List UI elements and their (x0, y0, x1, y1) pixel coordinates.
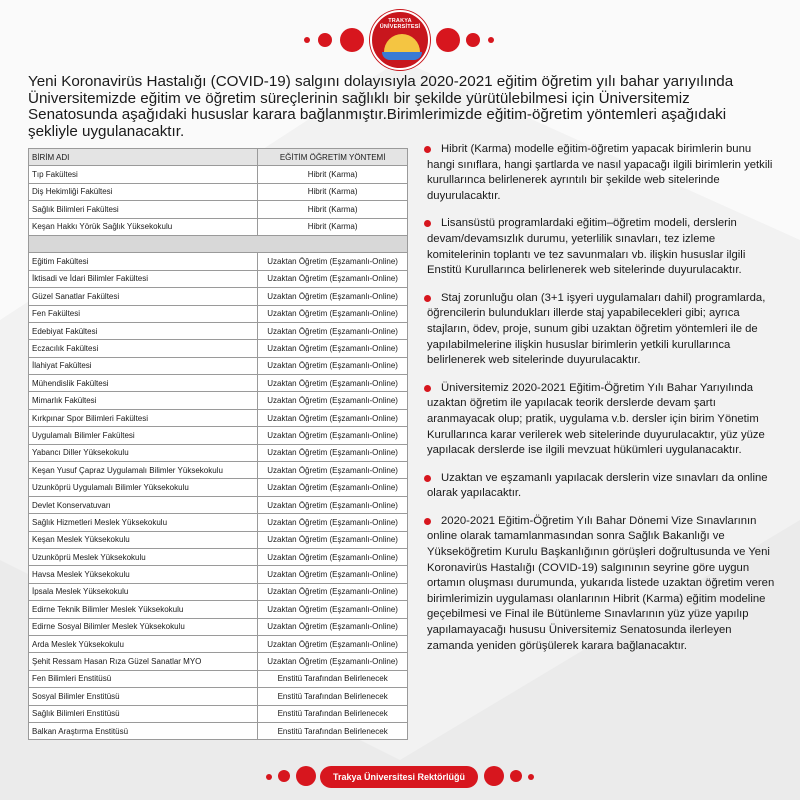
university-logo (370, 10, 430, 70)
decision-item (427, 514, 779, 654)
table-row (29, 427, 408, 444)
header-dot (466, 33, 480, 47)
decision-text: Uzaktan ve eşzamanlı yapılacak derslerin vize sınavları da online olarak yapılacaktır. (427, 471, 768, 500)
table-group-hybrid (29, 166, 408, 236)
decision-item (427, 381, 779, 459)
unit-name-cell: Edirne Sosyal Bilimler Meslek Yüksekokulu (29, 618, 258, 635)
decision-list (427, 142, 779, 666)
decision-item (427, 216, 779, 278)
table-row (29, 722, 408, 739)
unit-name-cell: İktisadi ve İdari Bilimler Fakültesi (29, 270, 258, 287)
unit-name-cell: Mühendislik Fakültesi (29, 375, 258, 392)
method-cell: Uzaktan Öğretim (Eşzamanlı-Online) (258, 618, 408, 635)
unit-name-cell: Havsa Meslek Yüksekokulu (29, 566, 258, 583)
table-row (29, 218, 408, 235)
table-row (29, 479, 408, 496)
table-row (29, 514, 408, 531)
unit-name-cell: Uygulamalı Bilimler Fakültesi (29, 427, 258, 444)
bullet-dot-icon (424, 518, 431, 525)
table-row (29, 305, 408, 322)
method-cell: Uzaktan Öğretim (Eşzamanlı-Online) (258, 253, 408, 270)
unit-name-cell: Eğitim Fakültesi (29, 253, 258, 270)
bullet-dot-icon (424, 295, 431, 302)
footer-label: Trakya Üniversitesi Rektörlüğü (320, 766, 478, 788)
method-cell: Uzaktan Öğretim (Eşzamanlı-Online) (258, 531, 408, 548)
method-cell: Enstitü Tarafından Belirlenecek (258, 722, 408, 739)
unit-name-cell: İpsala Meslek Yüksekokulu (29, 583, 258, 600)
method-cell: Uzaktan Öğretim (Eşzamanlı-Online) (258, 653, 408, 670)
method-cell: Uzaktan Öğretim (Eşzamanlı-Online) (258, 375, 408, 392)
decision-text: Hibrit (Karma) modelle eğitim-öğretim yapacak birimlerin bunu hangi sınıflara, hangi şartlarda ve nasıl yapacağı ilgili birimlerin yetkili kurullarınca belirlenerek ayrıntılı bir şekilde web sitelerinde duyurulacaktır. (427, 143, 773, 202)
header-dot (318, 33, 332, 47)
table-row (29, 444, 408, 461)
table-row (29, 288, 408, 305)
footer-dot (510, 770, 522, 782)
unit-name-cell: Devlet Konservatuvarı (29, 496, 258, 513)
footer-dot (484, 766, 504, 786)
unit-name-cell: Tıp Fakültesi (29, 166, 258, 183)
method-cell: Uzaktan Öğretim (Eşzamanlı-Online) (258, 288, 408, 305)
table-row (29, 270, 408, 287)
unit-name-cell: Arda Meslek Yüksekokulu (29, 635, 258, 652)
method-cell: Uzaktan Öğretim (Eşzamanlı-Online) (258, 444, 408, 461)
method-cell: Hibrit (Karma) (258, 166, 408, 183)
decision-item (427, 471, 779, 502)
table-row (29, 166, 408, 183)
table-row (29, 409, 408, 426)
method-cell: Uzaktan Öğretim (Eşzamanlı-Online) (258, 635, 408, 652)
column-header-method: EĞİTİM ÖĞRETİM YÖNTEMİ (258, 149, 408, 166)
logo-text: TRAKYA ÜNİVERSİTESİ (379, 18, 421, 30)
bullet-dot-icon (424, 475, 431, 482)
method-cell: Uzaktan Öğretim (Eşzamanlı-Online) (258, 566, 408, 583)
table-row (29, 375, 408, 392)
unit-name-cell: Fen Fakültesi (29, 305, 258, 322)
unit-name-cell: Sağlık Hizmetleri Meslek Yüksekokulu (29, 514, 258, 531)
unit-name-cell: Sağlık Bilimleri Fakültesi (29, 201, 258, 218)
unit-name-cell: Keşan Hakkı Yörük Sağlık Yüksekokulu (29, 218, 258, 235)
decision-text: Staj zorunluğu olan (3+1 işyeri uygulamaları dahil) programlarda, öğrencilerin bulundukları illerde staj yapabilecekleri gibi; ayrıca stajların, ödev, proje, sunum gibi uzaktan öğretim yöntemleri ile de yapılabilmelerine ilişkin hususlar birimlerin yetkili kurullarınca belirlenerek web sitelerinde duyurulacaktır. (427, 291, 766, 367)
unit-name-cell: Kırkpınar Spor Bilimleri Fakültesi (29, 409, 258, 426)
unit-name-cell: Balkan Araştırma Enstitüsü (29, 722, 258, 739)
method-cell: Uzaktan Öğretim (Eşzamanlı-Online) (258, 270, 408, 287)
method-cell: Enstitü Tarafından Belirlenecek (258, 705, 408, 722)
method-cell: Uzaktan Öğretim (Eşzamanlı-Online) (258, 392, 408, 409)
unit-name-cell: Sosyal Bilimler Enstitüsü (29, 688, 258, 705)
column-header-unit: BİRİM ADI (29, 149, 258, 166)
method-cell: Uzaktan Öğretim (Eşzamanlı-Online) (258, 514, 408, 531)
unit-name-cell: Uzunköprü Uygulamalı Bilimler Yüksekokulu (29, 479, 258, 496)
method-cell: Enstitü Tarafından Belirlenecek (258, 670, 408, 687)
table-row (29, 566, 408, 583)
table-row (29, 201, 408, 218)
table-row (29, 635, 408, 652)
table-row (29, 496, 408, 513)
method-cell: Uzaktan Öğretim (Eşzamanlı-Online) (258, 409, 408, 426)
table-row (29, 688, 408, 705)
table-row (29, 670, 408, 687)
table-row (29, 183, 408, 200)
decision-text: Lisansüstü programlardaki eğitim–öğretim modeli, derslerin devam/devamsızlık durumu, yeterlilik sınavları, tez izleme komitelerinin toplantı ve tez savunmaları vb. ilişkin hususlar ilgili Enstitü Kurullarınca belirlenerek web sitelerinde duyurulacaktır. (427, 217, 746, 277)
method-cell: Uzaktan Öğretim (Eşzamanlı-Online) (258, 305, 408, 322)
method-cell: Hibrit (Karma) (258, 201, 408, 218)
river-icon (382, 52, 422, 60)
unit-name-cell: Uzunköprü Meslek Yüksekokulu (29, 548, 258, 565)
footer (0, 760, 800, 794)
header-dot (340, 28, 364, 52)
unit-name-cell: Eczacılık Fakültesi (29, 340, 258, 357)
table-row (29, 653, 408, 670)
table-row (29, 618, 408, 635)
unit-name-cell: Sağlık Bilimleri Enstitüsü (29, 705, 258, 722)
method-cell: Uzaktan Öğretim (Eşzamanlı-Online) (258, 322, 408, 339)
header-dot (436, 28, 460, 52)
decision-text: Üniversitemiz 2020-2021 Eğitim-Öğretim Yılı Bahar Yarıyılında uzaktan öğretim ile yapılacak teorik derslerde devam şartı aranmayacak olup; pratik, uygulama v.b. dersler için birim Yönetim Kurullarınca karar verilerek web sitelerinde duyurulacaktır, yüz yüze yapılacak derslerde ise ilgili mevzuat hükümleri uygulanacaktır. (427, 381, 765, 457)
unit-name-cell: Güzel Sanatlar Fakültesi (29, 288, 258, 305)
method-cell: Hibrit (Karma) (258, 218, 408, 235)
method-cell: Uzaktan Öğretim (Eşzamanlı-Online) (258, 479, 408, 496)
method-cell: Uzaktan Öğretim (Eşzamanlı-Online) (258, 340, 408, 357)
unit-name-cell: Mimarlık Fakültesi (29, 392, 258, 409)
footer-dot (266, 774, 272, 780)
table-row (29, 357, 408, 374)
table-row (29, 392, 408, 409)
table-row (29, 340, 408, 357)
header-dot (304, 37, 310, 43)
table-row (29, 531, 408, 548)
table-separator-row (29, 235, 408, 252)
unit-name-cell: Fen Bilimleri Enstitüsü (29, 670, 258, 687)
unit-name-cell: Keşan Meslek Yüksekokulu (29, 531, 258, 548)
footer-dot (278, 770, 290, 782)
table-row (29, 601, 408, 618)
method-cell: Uzaktan Öğretim (Eşzamanlı-Online) (258, 427, 408, 444)
bullet-dot-icon (424, 146, 431, 153)
table-group-remote (29, 253, 408, 740)
header (0, 0, 800, 70)
table-row (29, 548, 408, 565)
table-row (29, 583, 408, 600)
decision-item (427, 142, 779, 204)
method-cell: Hibrit (Karma) (258, 183, 408, 200)
unit-name-cell: Şehit Ressam Hasan Rıza Güzel Sanatlar MYO (29, 653, 258, 670)
unit-name-cell: Diş Hekimliği Fakültesi (29, 183, 258, 200)
intro-paragraph: Yeni Koronavirüs Hastalığı (COVID-19) salgını dolayısıyla 2020-2021 eğitim öğretim yılı bahar yarıyılında Üniversitemizde eğitim ve öğretim süreçlerinin sağlıklı bir şekilde yürütülebilmesi için Üniversitemiz Senatosunda aşağıdaki hususlar karara bağlanmıştır.Birimlerimizde eğitim-öğretim yöntemleri aşağıdaki şekliyle uygulanacaktır. (28, 73, 734, 140)
unit-name-cell: Yabancı Diller Yüksekokulu (29, 444, 258, 461)
footer-dot (528, 774, 534, 780)
table-row (29, 705, 408, 722)
method-cell: Uzaktan Öğretim (Eşzamanlı-Online) (258, 601, 408, 618)
unit-name-cell: Edirne Teknik Bilimler Meslek Yüksekokulu (29, 601, 258, 618)
table-row (29, 322, 408, 339)
method-cell: Uzaktan Öğretim (Eşzamanlı-Online) (258, 462, 408, 479)
unit-name-cell: Edebiyat Fakültesi (29, 322, 258, 339)
decision-item (427, 291, 779, 369)
bullet-dot-icon (424, 385, 431, 392)
unit-name-cell: İlahiyat Fakültesi (29, 357, 258, 374)
method-cell: Enstitü Tarafından Belirlenecek (258, 688, 408, 705)
method-cell: Uzaktan Öğretim (Eşzamanlı-Online) (258, 548, 408, 565)
header-dot (488, 37, 494, 43)
bridge-arch-icon (384, 34, 420, 52)
unit-name-cell: Keşan Yusuf Çapraz Uygulamalı Bilimler Yüksekokulu (29, 462, 258, 479)
table-row (29, 462, 408, 479)
table-row (29, 253, 408, 270)
method-cell: Uzaktan Öğretim (Eşzamanlı-Online) (258, 496, 408, 513)
method-cell: Uzaktan Öğretim (Eşzamanlı-Online) (258, 583, 408, 600)
table-header-row (29, 149, 408, 166)
footer-dot (296, 766, 316, 786)
decision-text: 2020-2021 Eğitim-Öğretim Yılı Bahar Dönemi Vize Sınavlarının online olarak tamamlanmasından sonra Sağlık Bakanlığı ve Yükseköğretim Kurulu Başkanlığının görüşleri doğrultusunda ve Yeni Koronavirüs Hastalığı (COVID-19) salgınının seyrine göre uygun ortamın oluşması durumunda, yukarıda listede uzaktan öğretim veren birimlerimizin uygulaması olanlarının Hibrit (Karma) eğitim modeline geçebilmesi ve Final ile Bütünleme Sınavlarının yüz yüze yapılıp yapılamayacağı hususu Üniversitemiz Senatosunda ilerleyen zamanda yeniden görüşülerek karara bağlanacaktır. (427, 514, 775, 652)
method-cell: Uzaktan Öğretim (Eşzamanlı-Online) (258, 357, 408, 374)
units-table (28, 148, 408, 740)
